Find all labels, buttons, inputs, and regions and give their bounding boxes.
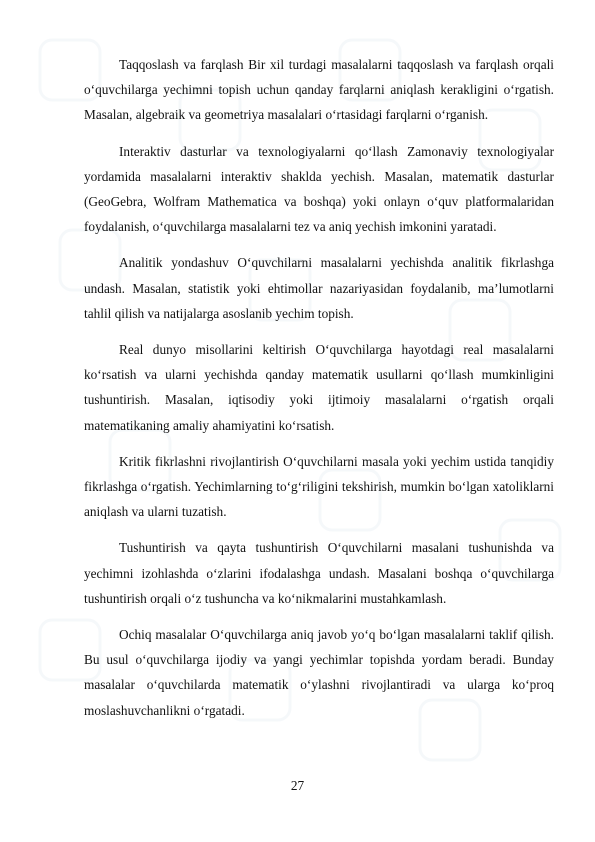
paragraph: Analitik yondashuv O‘quvchilarni masalalarni yechishda analitik fikrlashga undash. Masalan, statistik yoki ehtimollar nazariyasidan foydalanib, ma’lumotlarni tahlil qilish va natijalarga asoslanib yechim topish. — [84, 255, 554, 321]
paragraph: Ochiq masalalar O‘quvchilarga aniq javob yo‘q bo‘lgan masalalarni taklif qilish. Bu usul o‘quvchilarga ijodiy va yangi yechimlar topishda yordam beradi. Bunday masalalar o‘quvchilarda matematik o‘ylashni rivojlantiradi va ularga ko‘proq moslashuvchanlikni o‘rgatadi. — [84, 627, 554, 718]
paragraph: Taqqoslash va farqlash Bir xil turdagi masalalarni taqqoslash va farqlash orqali o‘quvchilarga yechimni topish uchun qanday farqlarni aniqlash kerakligini o‘rgatish. Masalan, algebraik va geometriya masalalari o‘rtasidagi farqlarni o‘rganish. — [84, 57, 554, 123]
paragraph: Real dunyo misollarini keltirish O‘quvchilarga hayotdagi real masalalarni ko‘rsatish va ularni yechishda qanday matematik usullarni qo‘llash mumkinligini tushuntirish. Masalan, iqtisodiy yoki ijtimoiy masalalarni o‘rgatish orqali matematikaning amaliy ahamiyatini ko‘rsatish. — [84, 342, 554, 433]
paragraph: Tushuntirish va qayta tushuntirish O‘quvchilarni masalani tushunishda va yechimni izohlashda o‘zlarini ifodalashga undash. Masalani boshqa o‘quvchilarga tushuntirish orqali o‘z tushuncha va ko‘nikmalarini mustahkamlash. — [84, 540, 554, 606]
paragraph: Interaktiv dasturlar va texnologiyalarni qo‘llash Zamonaviy texnologiyalar yordamida masalalarni interaktiv shaklda yechish. Masalan, matematik dasturlar (GeoGebra, Wolfram Mathematica va boshqa) yoki onlayn o‘quv platformalaridan foydalanish, o‘quvchilarga masalalarni tez va aniq yechish imkonini yaratadi. — [84, 143, 554, 235]
document-body — [84, 52, 554, 734]
paragraph: Kritik fikrlashni rivojlantirish O‘quvchilarni masala yoki yechim ustida tanqidiy fikrlashga o‘rgatish. Yechimlarning to‘g‘riligini tekshirish, mumkin bo‘lgan xatoliklarni aniqlash va ularni tuzatish. — [84, 453, 554, 520]
page-number: 27 — [290, 778, 305, 793]
